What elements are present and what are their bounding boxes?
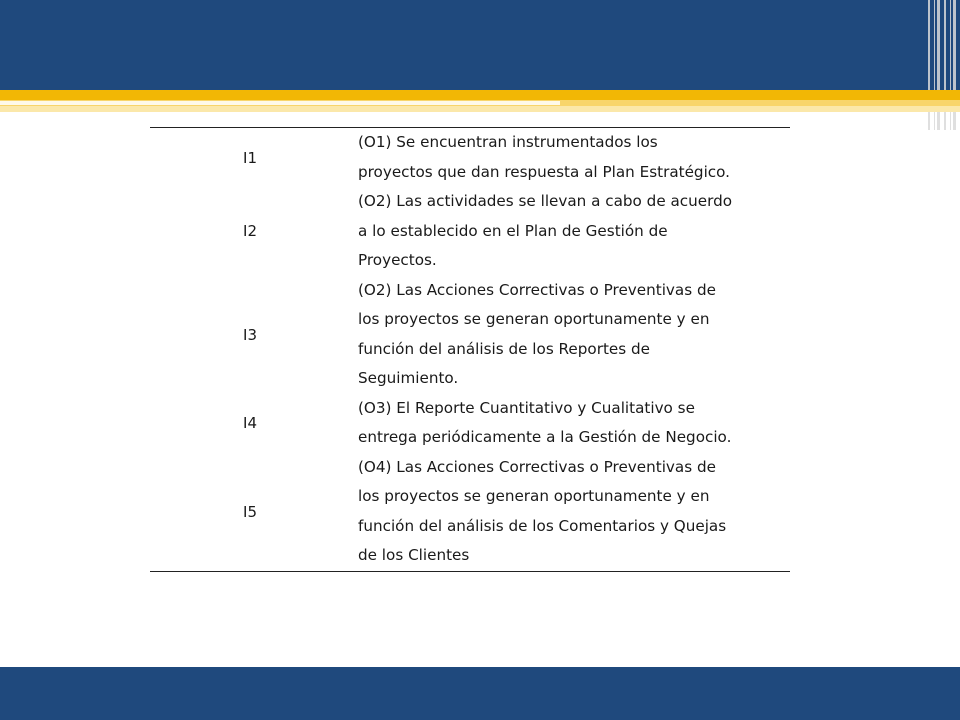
description-line: (O2) Las Acciones Correctivas o Preventivas de [358,280,716,299]
description-line: Proyectos. [358,251,437,269]
description-line: Seguimiento. [358,369,459,387]
accent-stripe [0,90,960,100]
indicator-code: I3 [243,325,257,344]
indicator-description [350,394,790,453]
table-row [150,128,790,187]
indicator-description [350,276,790,394]
indicator-code: I1 [243,148,257,167]
table-row [150,276,790,394]
description-line: función del análisis de los Reportes de [358,339,650,358]
indicator-code: I4 [243,414,257,432]
description-line: (O1) Se encuentran instrumentados los [358,133,658,151]
description-line: (O3) El Reporte Cuantitativo y Cualitativo se [358,398,695,417]
description-line: los proyectos se generan oportunamente y en [358,487,710,505]
table-row [150,453,790,571]
description-line: (O4) Las Acciones Correctivas o Preventivas de [358,457,716,476]
indicator-code: I2 [243,222,257,241]
description-line: proyectos que dan respuesta al Plan Estratégico. [358,162,730,181]
indicator-code: I5 [243,502,257,521]
description-line: los proyectos se generan oportunamente y en [358,310,710,328]
description-line: entrega periódicamente a la Gestión de Negocio. [358,428,732,446]
table-row [150,187,790,276]
indicator-description [350,453,790,571]
header-band [0,0,960,90]
description-line: (O2) Las actividades se llevan a cabo de acuerdo [358,192,733,210]
objectives-table [150,127,790,572]
description-line: función del análisis de los Comentarios y Quejas [358,516,727,535]
description-line: a lo establecido en el Plan de Gestión de [358,221,668,240]
description-line: de los Clientes [358,546,470,564]
footer-band [0,667,960,720]
table-row [150,394,790,453]
accent-highlight [0,101,560,105]
accent-highlight [760,112,890,115]
indicator-description [350,128,790,187]
indicator-description [350,187,790,276]
